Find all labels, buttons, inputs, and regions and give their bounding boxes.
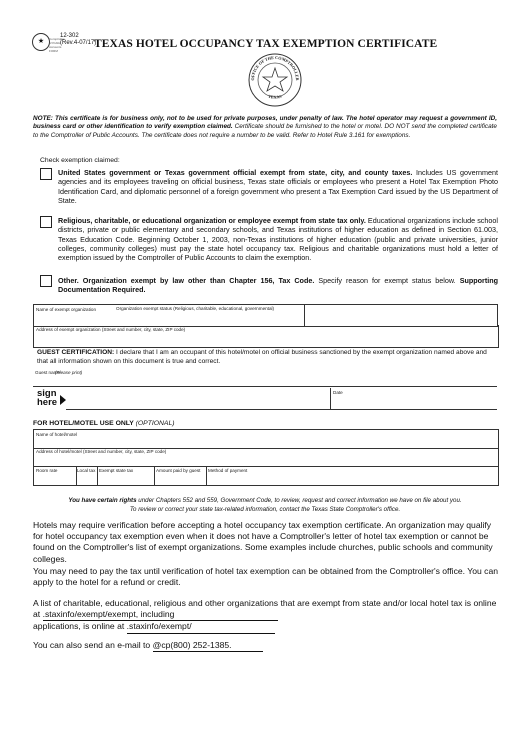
exempt-list-text: A list of charitable, educational, religious and other organizations that are exempt from state and/or local hotel tax is online (33, 598, 497, 608)
hotel-section-heading (33, 420, 175, 427)
exempt-list-paragraph (33, 598, 499, 634)
amount-paid-field[interactable] (154, 466, 207, 485)
option-3-bold: Other. Organization exempt by law other than Chapter 156, Tax Code. (58, 276, 315, 285)
hotel-address-label: Address of hotel/motel (Street and number, city, state, ZIP code) (36, 449, 167, 454)
option-2-bold: Religious, charitable, or educational organization or employee exempt from state tax only. (58, 216, 366, 225)
email-link[interactable] (153, 640, 263, 652)
applications-link[interactable] (127, 621, 275, 633)
option-1-text: Includes US government agencies and its employees traveling on official business, Texas state officials or employees who present a Hotel Tax Exemption Photo Identification Card, and diplomatic personnel of a foreign government who present a Tax Exemption Card issued by the US Department of State. (58, 168, 498, 205)
svg-text:TEXAS (268, 93, 283, 99)
org-status-label: Organization exempt status (Religious, charitable, educational, governmental) (116, 306, 275, 311)
seal-bottom-text: TEXAS (267, 93, 283, 100)
local-tax-label: Local tax (77, 468, 96, 473)
form-revision: (Rev.4-07/17) (60, 40, 97, 46)
note-plain: Certificate should be furnished to the hotel or motel. DO NOT send the completed certificate to the Comptroller of Public Accounts. The certificate does not require a number to be valid. Refer to Hotel Rule 3.161 for exemptions. (33, 123, 497, 139)
rights-line2: To review or correct your state tax-related information, contact the Texas State Comptroller's office. (129, 505, 401, 513)
texas-comptroller-seal-icon (247, 52, 303, 108)
hotel-payment-row (33, 466, 499, 486)
hotel-optional-text: (OPTIONAL) (135, 420, 175, 427)
guest-name-field[interactable] (33, 368, 497, 387)
note-paragraph (33, 115, 497, 140)
guest-name-hint: (Please print) (55, 370, 83, 375)
org-address-label: Address of exempt organization (Street and number, city, state, ZIP code) (36, 327, 186, 332)
seal-top-text: OFFICE OF THE COMPTROLLER (249, 54, 301, 81)
hotel-name-field[interactable] (33, 429, 499, 449)
method-payment-field[interactable] (206, 466, 306, 485)
amount-paid-label: Amount paid by guest (156, 468, 201, 473)
org-status-field[interactable] (303, 304, 498, 327)
option-3-bold2: Supporting Documentation Required. (58, 276, 499, 295)
org-name-label: Name of exempt organization (36, 307, 97, 312)
checkbox-other-exempt[interactable] (40, 275, 52, 287)
date-label: Date (333, 390, 343, 395)
signature-field[interactable] (66, 388, 331, 410)
option-2-text: Educational organizations include school districts, private or public elementary and secondary schools, and Texas institutions of higher education as defined in Section 61.003, Texas Education Code. Beginning October 1, 2003, non-Texas institutions of higher education (public and private universities, junior colleges, community colleges) must pay the state hotel occupancy tax. Religious and charitable organizations must hold a letter of exemption issued by the Comptroller of Public Accounts to claim the exemption. (58, 216, 498, 263)
refund-paragraph: You may need to pay the tax until verification of hotel tax exemption can be obtained from the Comptroller's office. You can apply to the hotel for a refund or credit. (33, 566, 499, 588)
applications-text: applications, is online at (33, 621, 125, 632)
hotel-address-field[interactable] (33, 447, 499, 467)
method-payment-label: Method of payment (208, 468, 248, 473)
form-number: 12-302 (60, 33, 79, 39)
form-number-block (60, 33, 96, 47)
checkbox-religious-charitable-educational[interactable] (40, 216, 52, 228)
option-us-texas-government (58, 168, 498, 205)
check-exemption-label: Check exemption claimed: (40, 157, 120, 164)
logo-small-text: Comptroller of Public Accounts FORM (49, 37, 65, 53)
exempt-list-at: at (33, 609, 41, 620)
email-text: You can also send an e-mail to (33, 640, 151, 650)
rights-line1: under Chapters 552 and 559, Government Code, to review, request and correct information we have on file about you. (138, 497, 462, 504)
checkbox-us-texas-government[interactable] (40, 168, 52, 180)
org-address-field[interactable] (33, 325, 499, 348)
comptroller-logo-icon: ★ (32, 33, 50, 51)
guest-name-label: Guest name (35, 370, 61, 375)
hotel-name-label: Name of hotel/motel (36, 432, 78, 437)
room-rate-field[interactable] (34, 466, 77, 485)
email-link-text: @cp(800) 252-1385. (152, 640, 232, 650)
rights-notice (30, 497, 500, 514)
guest-cert-label: GUEST CERTIFICATION: (37, 349, 115, 356)
exempt-link-text: .staxinfo/exempt/exempt (42, 609, 136, 620)
guest-certification (37, 349, 499, 366)
room-rate-label: Room rate (36, 468, 58, 473)
verification-paragraph: Hotels may require verification before accepting a hotel occupancy tax exemption certificate. An organization may qualify for hotel occupancy tax exemption even when it does not have a Comptroller's letter of hotel tax exemption or cannot be found on the Comptroller's list of exempt organizations. Some examples include churches, public schools and community colleges. (33, 520, 493, 564)
exempt-list-link[interactable] (43, 609, 278, 621)
sign-here-text: sign here (37, 388, 58, 408)
note-bold: NOTE: This certificate is for business only, not to be used for private purposes, under penalty of law. The hotel operator may request a government ID, business card or other identification to verify exemption claimed. (33, 115, 497, 131)
option-other-exempt (58, 276, 498, 295)
exempt-state-tax-label: Exempt state tax (99, 468, 134, 473)
option-3-text: Specify reason for exempt status below. (318, 276, 456, 285)
guest-cert-text: I declare that I am an occupant of this hotel/motel on official business sanctioned by the exempt organization named above and that all information shown on this document is true and correct. (37, 349, 487, 365)
exempt-including-text: , including (135, 609, 175, 620)
option-1-bold: United States government or Texas government official exempt from state, city, and county taxes. (58, 168, 413, 177)
exempt-state-tax-field[interactable] (97, 466, 155, 485)
date-field[interactable] (330, 388, 497, 410)
rights-bold: You have certain rights (68, 497, 137, 504)
applications-link-text: .staxinfo/exempt/ (126, 621, 192, 632)
local-tax-field[interactable] (76, 466, 98, 485)
option-religious-charitable-educational (58, 216, 498, 262)
email-paragraph (33, 640, 499, 652)
page-title: TEXAS HOTEL OCCUPANCY TAX EXEMPTION CERTIFICATE (94, 38, 438, 50)
hotel-heading-text: FOR HOTEL/MOTEL USE ONLY (33, 420, 134, 427)
